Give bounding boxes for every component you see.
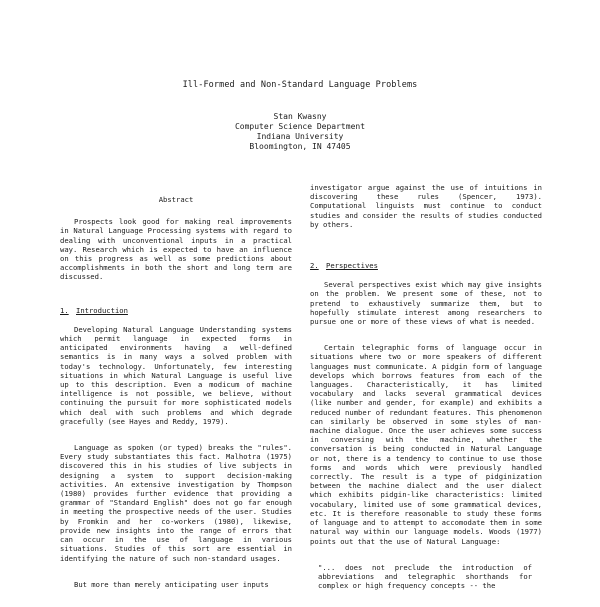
perspectives-paragraph-1: Several perspectives exist which may give insights on the problem. We present some of these, not to pretend to exhaustively summarize them, but to hopefully stimulate interest among researchers to pursue one or more of these views of what is needed. bbox=[310, 280, 542, 327]
continued-paragraph: investigator argue against the use of intuitions in discovering these rules (Spencer, 1973). Computational linguists must continue to conduct studies and consider the results of studies conducted by others. bbox=[310, 183, 542, 229]
author-department: Computer Science Department bbox=[234, 122, 366, 131]
perspectives-paragraph-2: Certain telegraphic forms of language occur in situations where two or more speakers of different languages must communicate. A pidgin form of language develops which borrows features from each of the languages. Characteristically, it has limited vocabulary and lacks several grammatical devices (like number and gender, for example) and exhibits a reduced number of redundant features. This phenomenon can similarly be observed in some styles of man-machine dialogue. Once the user achieves some success in conversing with the machine, whether the conversation is being conducted in Natural Language or not, there is a tendency to continue to use those forms and words which were previously handled correctly. The result is a type of pidginization between the machine dialect and the user dialect which exhibits pidgin-like characteristics: limited vocabulary, limited use of some grammatical devices, etc. It is therefore reasonable to study these forms of language and to attempt to accomodate them in some natural way within our language models. Woods (1977) points out that the use of Natural Language: bbox=[310, 343, 542, 546]
author-name: Stan Kwasny bbox=[273, 112, 327, 121]
left-column bbox=[60, 195, 292, 606]
author-location: Bloomington, IN 47405 bbox=[249, 142, 351, 151]
section-heading-introduction bbox=[60, 306, 292, 315]
author-university: Indiana University bbox=[256, 132, 344, 141]
author-block bbox=[0, 112, 600, 152]
woods-quote: "... does not preclude the introduction of abbreviations and telegraphic shorthands for complex or high frequency concepts -- the bbox=[318, 562, 532, 591]
abstract-text: Prospects look good for making real improvements in Natural Language Processing systems with regard to dealing with unconventional inputs in a practical way. Research which is expected to have an influence on this progress as well as some predictions about accomplishments in both the short and long term are discussed. bbox=[60, 217, 292, 282]
intro-paragraph-1: Developing Natural Language Understanding systems which permit language in expected forms in anticipated environments having a well-defined semantics is in many ways a solved problem with today's technology. Unfortunately, few interesting situations in which Natural Language is useful live up to this description. Even a modicum of machine intelligence is not possible, we believe, without continuing the pursuit for more sophisticated models which deal with such problems and which degrade gracefully (see Hayes and Reddy, 1979). bbox=[60, 324, 292, 426]
right-column bbox=[310, 183, 542, 607]
abstract-heading: Abstract bbox=[158, 195, 194, 204]
section-title: Introduction bbox=[76, 305, 128, 315]
section-title: Perspectives bbox=[326, 261, 378, 271]
section-number: 2. bbox=[310, 261, 319, 271]
section-heading-perspectives bbox=[310, 261, 542, 270]
intro-paragraph-2: Language as spoken (or typed) breaks the "rules". Every study substantiates this fact. Malhotra (1975) discovered this in his studies of live subjects in designing a system to support decision-making activities. An extensive investigation by Thompson (1980) provides further evidence that providing a grammar of "Standard English" does not go far enough in meeting the prospective needs of the user. Studies by Fromkin and her co-workers (1980), likewise, provide new insights into the range of errors that can occur in the use of language in various situations. Studies of this sort are essential in identifying the nature of such non-standard usages. bbox=[60, 443, 292, 563]
intro-paragraph-3: But more than merely anticipating user inputs bbox=[74, 579, 269, 589]
section-number: 1. bbox=[60, 305, 69, 315]
paper-title: Ill-Formed and Non-Standard Language Problems bbox=[182, 80, 418, 90]
